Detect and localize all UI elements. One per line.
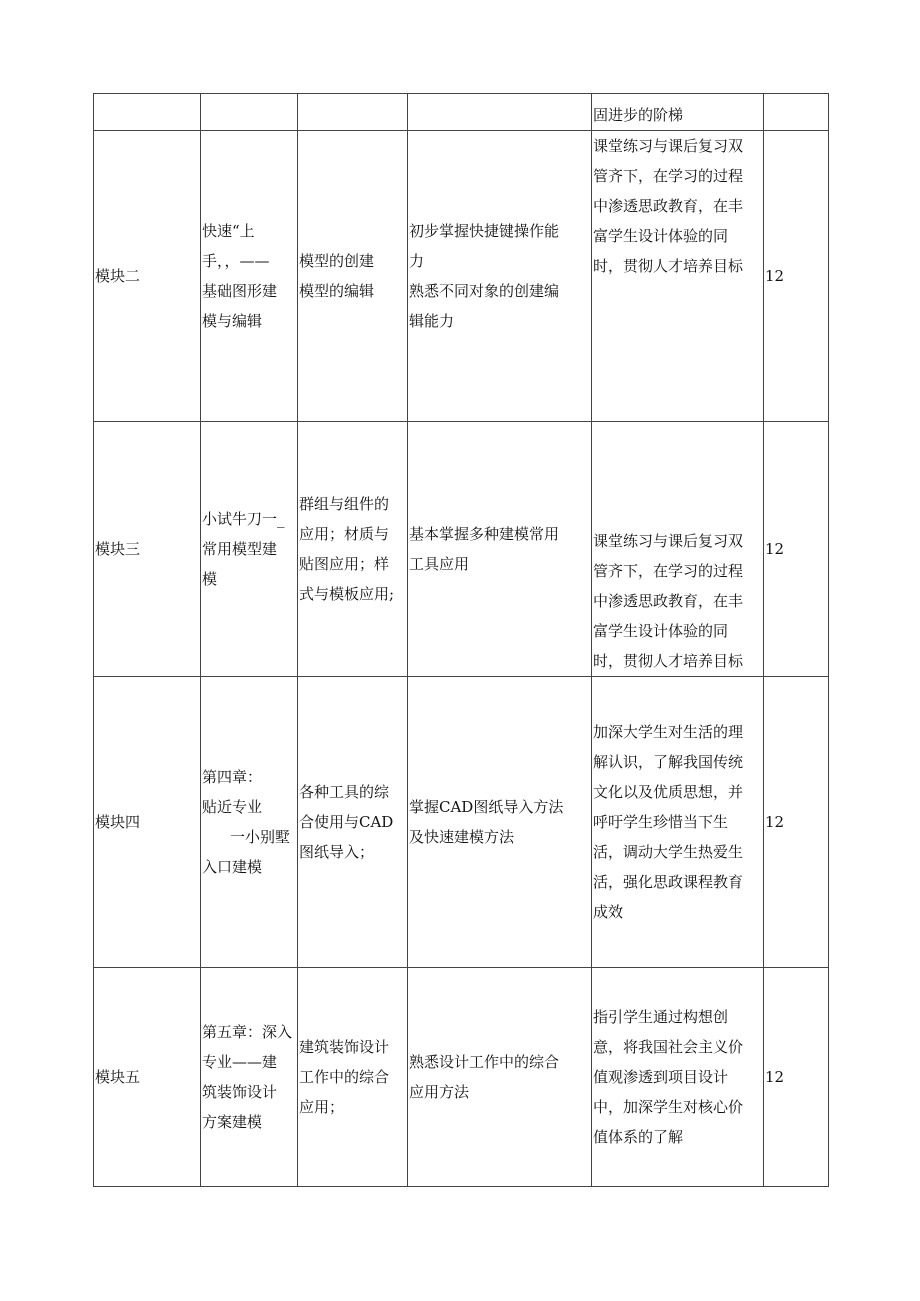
cell-line: 富学生设计体验的同 xyxy=(593,622,729,640)
cell-line: 式与模板应用; xyxy=(299,585,395,603)
cell-line: 时，贯彻人才培养目标 xyxy=(593,652,744,670)
cell-line: 中，加深学生对核心价 xyxy=(593,1098,744,1116)
cell-line: 第四章： xyxy=(202,768,263,786)
cell-line: 辑能力 xyxy=(409,312,455,330)
cell-line: 工具应用 xyxy=(409,555,470,573)
cell-line: 小试牛刀一_ xyxy=(202,510,285,528)
hours-cell: 12 xyxy=(764,968,829,1187)
cell-line: 加深大学生对生活的理 xyxy=(593,723,744,741)
cell-line: 第五章：深入 xyxy=(202,1023,293,1041)
goal-cell xyxy=(408,131,592,422)
ideology-cell xyxy=(592,94,764,131)
goal-cell xyxy=(408,94,592,131)
goal-cell xyxy=(408,422,592,677)
cell-line: 一小别墅 xyxy=(230,828,291,846)
unit-cell xyxy=(201,677,298,968)
hours-cell: 12 xyxy=(764,677,829,968)
cell-line: 入口建模 xyxy=(202,858,263,876)
table-row xyxy=(94,968,829,1187)
cell-line: 解认识，了解我国传统 xyxy=(593,753,744,771)
cell-line: 应用； xyxy=(299,1098,345,1116)
hours-cell xyxy=(764,94,829,131)
module-cell: 模块三 xyxy=(94,422,201,677)
cell-line: 值体系的了解 xyxy=(593,1128,684,1146)
cell-line: 熟悉设计工作中的综合 xyxy=(409,1053,560,1071)
cell-line: 筑装饰设计 xyxy=(202,1083,278,1101)
cell-line: 课堂练习与课后复习双 xyxy=(593,532,744,550)
cell-line: 模型的创建 xyxy=(299,252,375,270)
cell-line: 活，调动大学生热爱生 xyxy=(593,843,744,861)
module-cell: 模块二 xyxy=(94,131,201,422)
hours-cell: 12 xyxy=(764,131,829,422)
cell-line: 中渗透思政教育，在丰 xyxy=(593,197,744,215)
hours-cell: 12 xyxy=(764,422,829,677)
cell-line: 课堂练习与课后复习双 xyxy=(593,137,744,155)
ideology-cell xyxy=(592,422,764,677)
ideology-cell xyxy=(592,677,764,968)
unit-cell xyxy=(201,422,298,677)
cell-line: 模型的编辑 xyxy=(299,282,375,300)
cell-line: 快速“上 xyxy=(202,222,255,240)
cell-line: 文化以及优质思想，并 xyxy=(593,783,744,801)
ideology-cell xyxy=(592,968,764,1187)
cell-line: 指引学生通过构想创 xyxy=(593,1008,729,1026)
cell-line: 合使用与CAD xyxy=(299,813,394,831)
goal-cell xyxy=(408,968,592,1187)
cell-line: 活，强化思政课程教育 xyxy=(593,873,744,891)
cell-line: 基础图形建 xyxy=(202,282,278,300)
cell-line: 应用方法 xyxy=(409,1083,470,1101)
cell-line: 成效 xyxy=(593,903,624,921)
cell-line: 固进步的阶梯 xyxy=(593,106,684,124)
module-cell xyxy=(94,94,201,131)
cell-line: 掌握CAD图纸导入方法 xyxy=(409,798,564,816)
content-cell xyxy=(298,94,408,131)
cell-line: 富学生设计体验的同 xyxy=(593,227,729,245)
content-cell xyxy=(298,968,408,1187)
table-row xyxy=(94,131,829,422)
cell-line: 时，贯彻人才培养目标 xyxy=(593,257,744,275)
content-cell xyxy=(298,677,408,968)
cell-line: 模 xyxy=(202,570,218,588)
cell-line: 管齐下，在学习的过程 xyxy=(593,167,744,185)
table-row xyxy=(94,677,829,968)
cell-line: 图纸导入； xyxy=(299,843,375,861)
table-row xyxy=(94,422,829,677)
cell-line: 应用；材质与 xyxy=(299,525,390,543)
goal-cell xyxy=(408,677,592,968)
cell-line: 管齐下，在学习的过程 xyxy=(593,562,744,580)
ideology-cell xyxy=(592,131,764,422)
cell-line: 贴近专业 xyxy=(202,798,263,816)
cell-line: 值观渗透到项目设计 xyxy=(593,1068,729,1086)
table-row xyxy=(94,94,829,131)
content-cell xyxy=(298,131,408,422)
cell-line: 贴图应用；样 xyxy=(299,555,390,573)
cell-line: 各种工具的综 xyxy=(299,783,390,801)
module-cell: 模块五 xyxy=(94,968,201,1187)
cell-line: 及快速建模方法 xyxy=(409,828,515,846)
unit-cell xyxy=(201,131,298,422)
cell-line: 呼吁学生珍惜当下生 xyxy=(593,813,729,831)
cell-line: 基本掌握多种建模常用 xyxy=(409,525,560,543)
cell-line: 手，，—— xyxy=(202,252,270,270)
cell-line: 常用模型建 xyxy=(202,540,278,558)
content-cell xyxy=(298,422,408,677)
cell-line: 专业——建 xyxy=(202,1053,278,1071)
cell-line: 初步掌握快捷键操作能 xyxy=(409,222,560,240)
cell-line: 群组与组件的 xyxy=(299,495,390,513)
cell-line: 熟悉不同对象的创建编 xyxy=(409,282,560,300)
unit-cell xyxy=(201,968,298,1187)
cell-line: 力 xyxy=(409,252,425,270)
module-cell: 模块四 xyxy=(94,677,201,968)
cell-line: 方案建模 xyxy=(202,1113,263,1131)
cell-line: 中渗透思政教育，在丰 xyxy=(593,592,744,610)
cell-line: 模与编辑 xyxy=(202,312,263,330)
cell-line: 工作中的综合 xyxy=(299,1068,390,1086)
cell-line: 建筑装饰设计 xyxy=(299,1038,390,1056)
cell-line: 意，将我国社会主义价 xyxy=(593,1038,744,1056)
course-table xyxy=(93,93,829,1187)
unit-cell xyxy=(201,94,298,131)
